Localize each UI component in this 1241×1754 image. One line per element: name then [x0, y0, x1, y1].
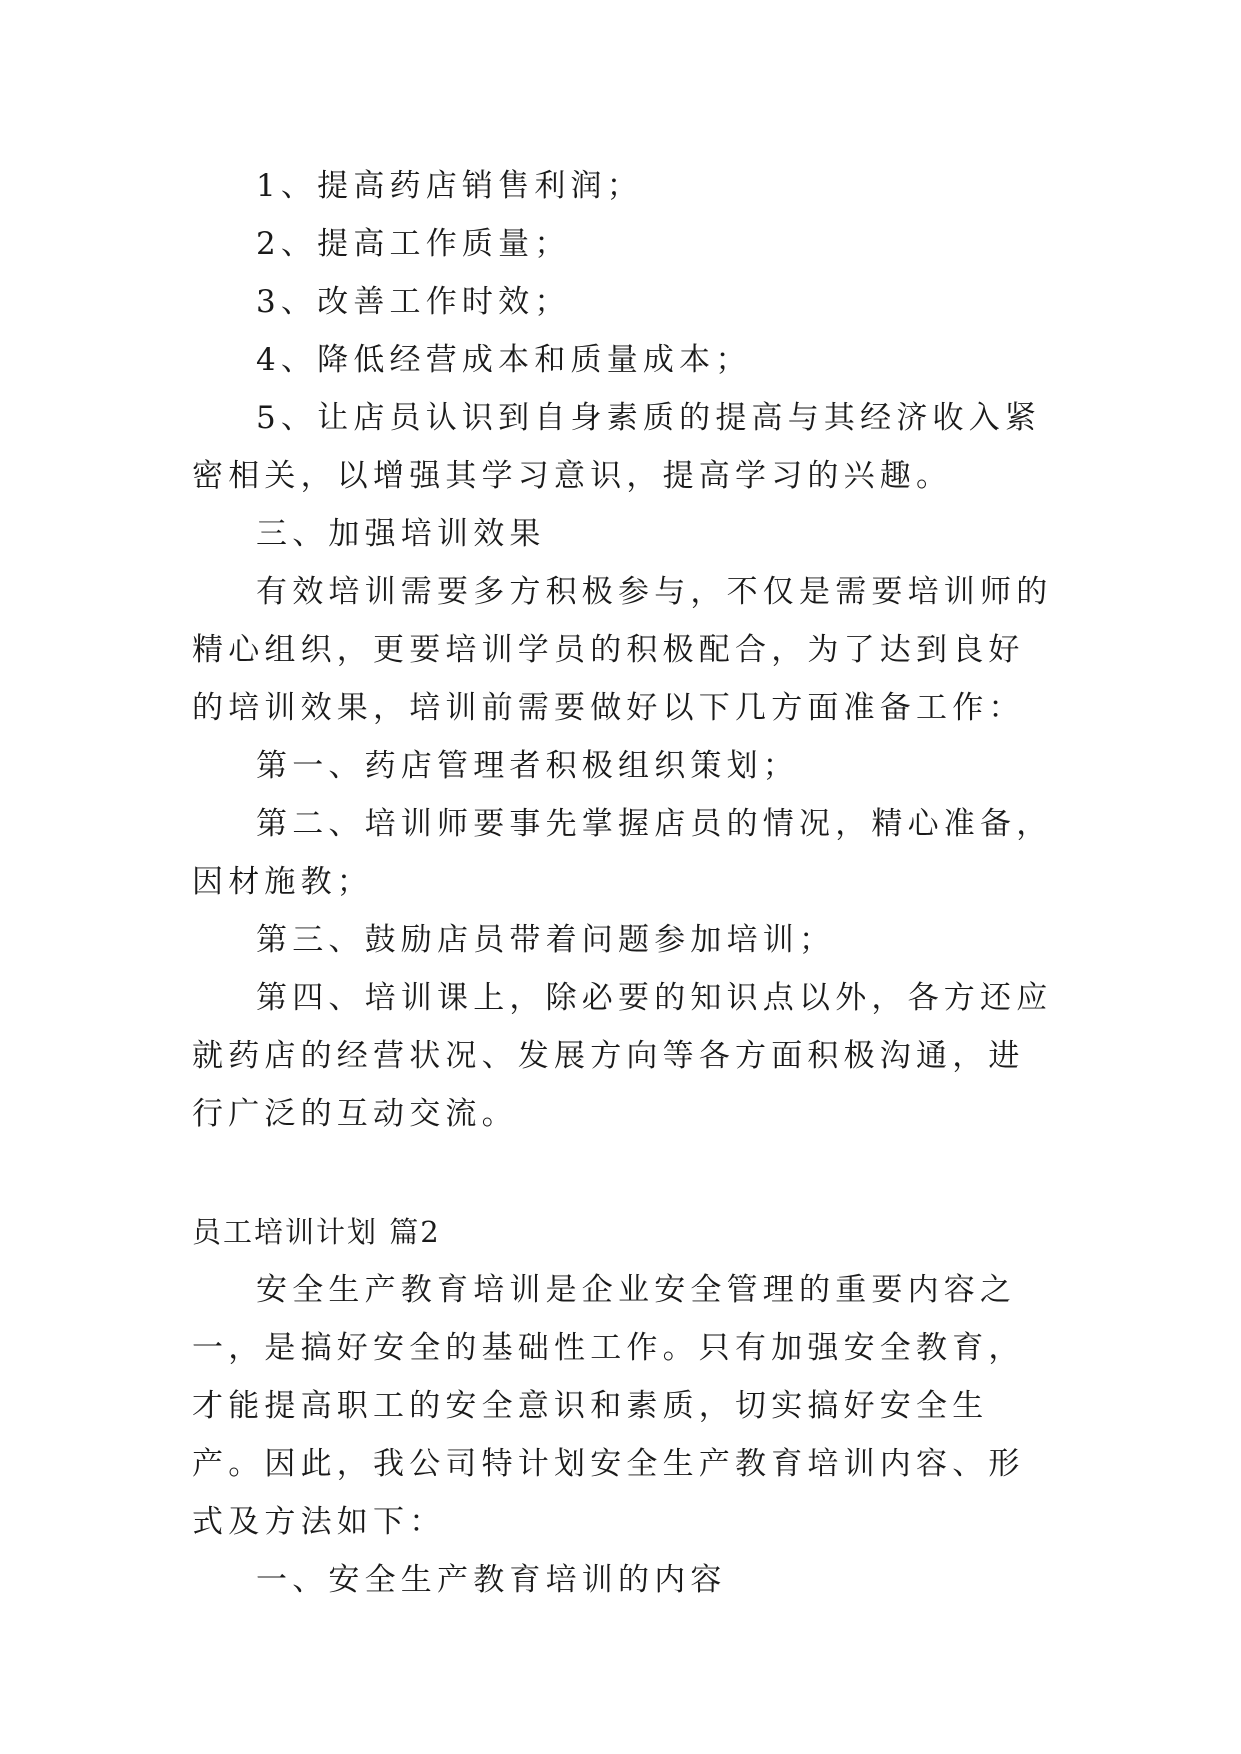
- paragraph-safety-education: 安全生产教育培训是企业安全管理的重要内容之一，是搞好安全的基础性工作。只有加强安全教育，才能提高职工的安全意识和素质，切实搞好安全生产。因此，我公司特计划安全生产教育培训内容、形式及方法如下：: [192, 1272, 1025, 1540]
- document-page: [192, 157, 1054, 1609]
- prep-item-1: 第一、药店管理者积极组织策划；: [256, 748, 799, 784]
- heading-safety-content: 一、安全生产教育培训的内容: [256, 1562, 727, 1598]
- list-item-1: 1、提高药店销售利润；: [256, 168, 643, 204]
- prep-item-2: 第二、培训师要事先掌握店员的情况，精心准备，因材施教；: [192, 806, 1053, 900]
- prep-item-4: 第四、培训课上，除必要的知识点以外，各方还应就药店的经营状况、发展方向等各方面积极沟通，进行广泛的互动交流。: [192, 980, 1053, 1132]
- list-item-5: 5、让店员认识到自身素质的提高与其经济收入紧密相关，以增强其学习意识，提高学习的兴趣。: [192, 400, 1042, 494]
- paragraph-effective-training: 有效培训需要多方积极参与，不仅是需要培训师的精心组织，更要培训学员的积极配合，为了达到良好的培训效果，培训前需要做好以下几方面准备工作：: [192, 574, 1053, 726]
- heading-strengthen-training: 三、加强培训效果: [256, 516, 546, 552]
- list-item-3: 3、改善工作时效；: [256, 284, 571, 320]
- prep-item-3: 第三、鼓励店员带着问题参加培训；: [256, 922, 836, 958]
- section-title: 员工培训计划 篇2: [192, 1215, 441, 1249]
- list-item-2: 2、提高工作质量；: [256, 226, 571, 262]
- list-item-4: 4、降低经营成本和质量成本；: [256, 342, 752, 378]
